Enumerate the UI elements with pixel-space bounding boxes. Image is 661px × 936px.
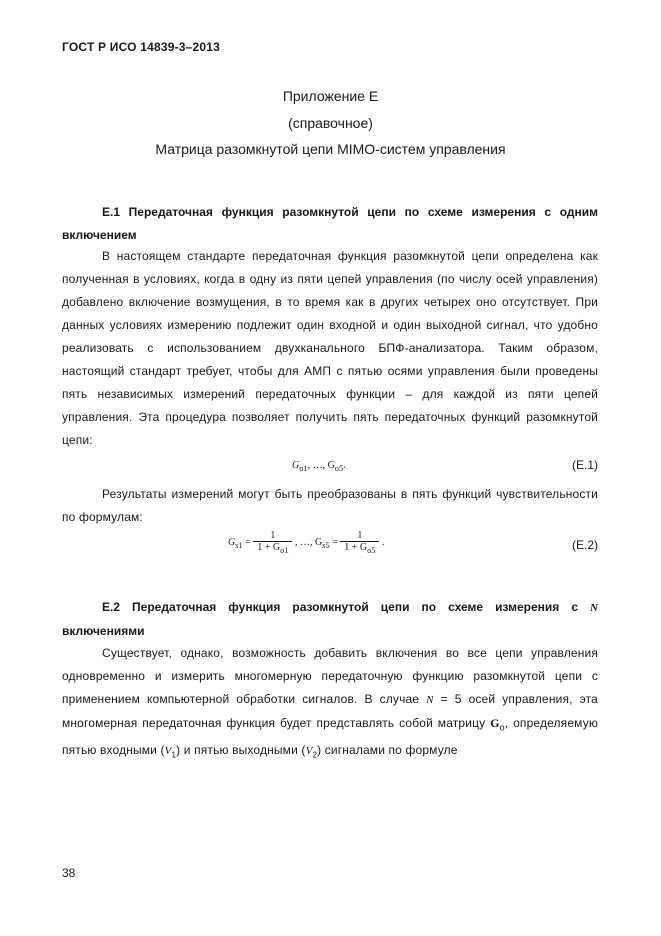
section-e2-text-b: = 5 осей управления, эта многомерная передаточная функция будет представлять собой матрицу [62,692,598,730]
formula-e2-expression [228,530,384,555]
formula-e2-denom-sub-2: o5 [367,546,376,555]
section-e2-heading [62,596,598,643]
formula-e2-denominator-2 [340,541,379,555]
formula-e2-number: (Е.2) [571,538,598,552]
page-number: 38 [62,866,76,880]
section-e2-text-a: Существует, однако, возможность добавить включения во все цепи управления одновременно и измерить многомерную передаточную функцию разомкнутой цепи с применением компьютерной обработки сигналов. В случае [62,646,598,706]
section-e1-heading: Е.1 Передаточная функция разомкнутой цепи по схеме измерения с одним включением [62,205,598,242]
formula-e1-g: G [292,460,300,471]
appendix-subtitle: (справочное) [288,115,373,131]
section-e2-var-v1-sub: 1 [171,750,177,760]
formula-e2-denom-text-1: 1 + G [257,542,281,553]
formula-e1-sub2: o5 [334,464,344,473]
section-e2-paragraph [62,642,598,767]
formula-e1-period: . [343,460,346,471]
section-e2-heading-suffix: включениями [62,624,145,638]
formula-e2-denom-text-2: 1 + G [344,542,368,553]
formula-e2-sub-s1: s1 [235,540,243,550]
section-e2-var-n: N [426,694,434,706]
section-e2-var-g: G [490,716,500,730]
formula-e1-ellipsis: , …, G [307,460,335,471]
formula-e2-numerator-2: 1 [357,530,363,541]
formula-e2-denom-sub-1: o1 [280,546,289,555]
formula-e2-ellipsis: , …, G [294,536,323,548]
section-e2-var-v1: V [164,745,172,758]
formula-e2-eq2: = [332,536,338,548]
section-e2-var-v2: V [305,745,313,758]
formula-e2-sub-s5: s5 [322,540,330,550]
section-e2-heading-var: N [590,602,598,614]
section-e2-var-v2-sub: 2 [312,750,318,760]
section-e1-paragraph-1: В настоящем стандарте передаточная функция разомкнутой цепи определена как полученная в условиях, когда в одну из пяти цепей управления (по числу осей управления) добавлено включение возмущения, в то время как в других четырех оно отсутствует. При данных условиях измерению подлежит один входной и один выходной сигнал, что удобно реализовать с использованием двухканального БПФ-анализатора. Таким образом, настоящий стандарт требует, чтобы для АМП с пятью осями управления были проведены пять независимых измерений передаточных функции – для каждой из пяти цепей управления. Эта процедура позволяет получить пять передаточных функций разомкнутой цепи: [62,249,598,447]
section-e2-text-d: ) и пятью выходными ( [176,743,306,758]
formula-e2-denominator-1 [253,541,292,555]
section-e2-var-g-sub: o [499,722,505,733]
formula-e1-number: (Е.1) [571,458,598,472]
formula-e1-sub1: o1 [299,464,308,473]
section-e2-text-c: , определяемую пятью входными ( [62,716,598,758]
formula-e1-expression [292,460,346,473]
formula-e2-numerator-1: 1 [270,530,276,541]
section-e2-text-e: ) сигналами по формуле [317,743,458,758]
formula-e2-eq1: = [245,536,251,548]
formula-e2-period: . [381,536,385,548]
formula-e2-g1: G [228,536,236,548]
section-e1-paragraph-2: Результаты измерений могут быть преобразованы в пять функций чувствительности по формулам: [62,487,598,524]
section-e2-heading-text: Е.2 Передаточная функция разомкнутой цепи по схеме измерения с [102,600,591,614]
document-code: ГОСТ Р ИСО 14839-3–2013 [62,40,221,54]
appendix-name: Матрица разомкнутой цепи MIMO-систем управления [155,141,506,157]
formula-e2 [62,530,598,570]
formula-e2-fraction-1 [253,530,292,555]
appendix-title: Приложение Е [282,88,379,104]
formula-e2-fraction-2 [340,530,379,555]
